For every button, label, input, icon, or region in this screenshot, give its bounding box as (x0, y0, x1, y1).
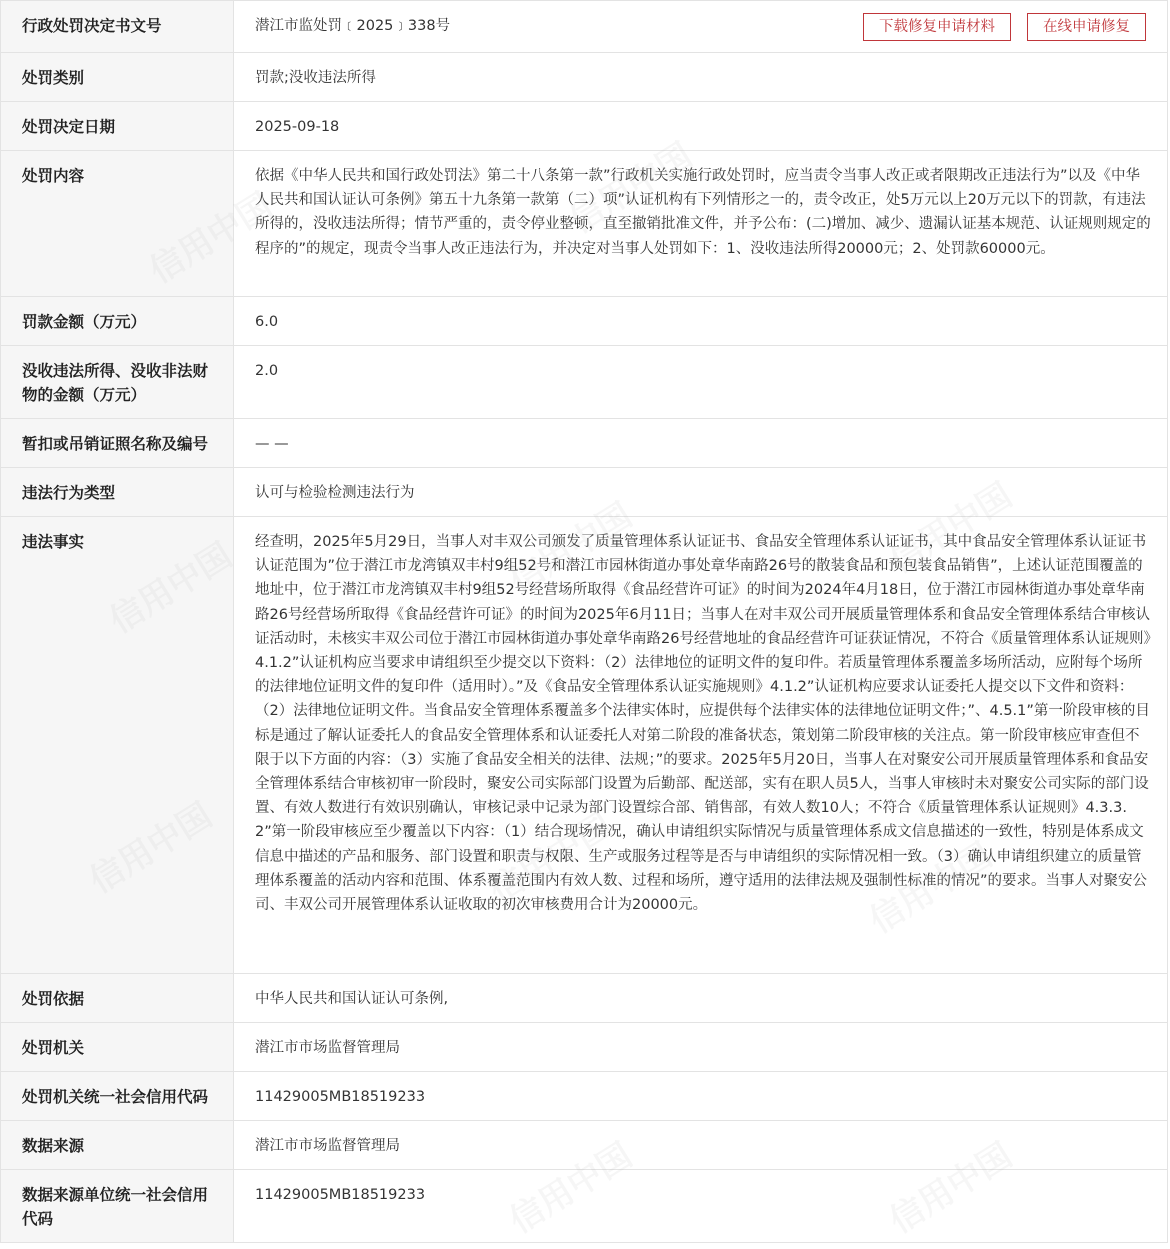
watermark: 信用中国 (482, 805, 620, 912)
row-decision-date (1, 102, 1167, 151)
row-label: 违法行为类型 (1, 468, 234, 516)
row-authority-credit-code (1, 1072, 1167, 1121)
row-value: 6.0 (255, 314, 279, 330)
watermark: 信用中国 (562, 135, 700, 242)
row-value: 潜江市市场监督管理局 (255, 1138, 400, 1154)
row-label: 处罚机关 (1, 1023, 234, 1071)
row-license-suspension (1, 419, 1167, 468)
row-value: 11429005MB18519233 (255, 1187, 426, 1203)
row-label: 处罚决定日期 (1, 102, 234, 150)
row-source-credit-code (1, 1170, 1167, 1243)
row-data-source (1, 1121, 1167, 1170)
row-confiscation-amount (1, 346, 1167, 419)
row-value: 认可与检验检测违法行为 (255, 485, 415, 501)
row-value (234, 1, 1167, 52)
row-penalty-basis (1, 974, 1167, 1023)
row-fine-amount (1, 297, 1167, 346)
watermark: 信用中国 (862, 835, 1000, 942)
action-buttons (863, 13, 1146, 41)
row-penalty-content (1, 151, 1167, 297)
watermark: 信用中国 (882, 475, 1020, 582)
row-label: 处罚机关统一社会信用代码 (1, 1072, 234, 1120)
row-violation-facts (1, 517, 1167, 974)
row-label: 处罚依据 (1, 974, 234, 1022)
row-value: 经查明，2025年5月29日，当事人对丰双公司颁发了质量管理体系认证证书、食品安全管理体系认证证书，其中食品安全管理体系认证证书认证范围为”位于潜江市龙湾镇双丰村9组52号和潜江市园林街道办事处章华南路26号的散装食品和预包装食品销售”，上述认证范围覆盖的地址中，位于潜江市龙湾镇双丰村9组52号经营场所取得《食品经营许可证》的时间为2024年4月18日，位于潜江市园林街道办事处章华南路26号经营场所取得《食品经营许可证》的时间为2025年6月11日；当事人在对丰双公司开展质量管理体系和食品安全管理体系结合审核认证活动时，未核实丰双公司位于潜江市园林街道办事处章华南路26号经营地址的食品经营许可证获证情况，不符合《质量管理体系认证规则》4.1.2”认证机构应当要求申请组织至少提交以下资料：（2）法律地位的证明文件的复印件。若质量管理体系覆盖多场所活动，应附每个场所的法律地位证明文件的复印件（适用时）。”及《食品安全管理体系认证实施规则》4.1.2”认证机构应要求认证委托人提交以下文件和资料：（2）法律地位证明文件。当食品安全管理体系覆盖多个法律实体时，应提供每个法律实体的法律地位证明文件；”、4.5.1”第一阶段审核的目标是通过了解认证委托人的食品安全管理体系和认证委托人对第二阶段的准备状态，策划第二阶段审核的关注点。第一阶段审核应审查但不限于以下方面的内容：（3）实施了食品安全相关的法律、法规；”的要求。2025年5月20日，当事人在对聚安公司开展质量管理体系和食品安全管理体系结合审核初审一阶段时，聚安公司实际部门设置为后勤部、配送部，实有在职人员5人，当事人审核时未对聚安公司实际的部门设置、有效人数进行有效识别确认，审核记录中记录为部门设置综合部、销售部，有效人数10人；不符合《质量管理体系认证规则》4.3.3.2”第一阶段审核应至少覆盖以下内容：（1）结合现场情况，确认申请组织实际情况与质量管理体系成文信息描述的一致性，特别是体系成文信息中描述的产品和服务、部门设置和职责与权限、生产或服务过程等是否与申请组织的实际情况相一致。（3）确认申请组织建立的质量管理体系覆盖的活动内容和范围、体系覆盖范围内有效人数、过程和场所，遵守适用的法律法规及强制性标准的情况”的要求。当事人对聚安公司、丰双公司开展管理体系认证收取的初次审核费用合计为20000元。 (255, 534, 1151, 914)
row-value: 2.0 (255, 363, 279, 379)
row-value: 依据《中华人民共和国行政处罚法》第二十八条第一款”行政机关实施行政处罚时，应当责令当事人改正或者限期改正违法行为”以及《中华人民共和国认证认可条例》第五十九条第一款第（二）项”认证机构有下列情形之一的，责令改正，处5万元以上20万元以下的罚款，有违法所得的，没收违法所得；情节严重的，责令停业整顿，直至撤销批准文件，并予公布：(二)增加、减少、遗漏认证基本规范、认证规则规定的程序的”的规定，现责令当事人改正违法行为，并决定对当事人处罚如下：1、没收违法所得20000元；2、处罚款60000元。 (255, 168, 1151, 257)
row-label: 数据来源 (1, 1121, 234, 1169)
download-repair-materials-button[interactable]: 下载修复申请材料 (863, 13, 1011, 41)
row-label: 处罚内容 (1, 151, 234, 296)
watermark: 信用中国 (502, 1135, 640, 1242)
row-label: 违法事实 (1, 517, 234, 973)
watermark: 信用中国 (882, 1135, 1020, 1242)
row-label: 暂扣或吊销证照名称及编号 (1, 419, 234, 467)
row-violation-type (1, 468, 1167, 517)
row-value: 中华人民共和国认证认可条例, (255, 991, 449, 1007)
row-value: 潜江市市场监督管理局 (255, 1040, 400, 1056)
row-value: 2025-09-18 (255, 119, 340, 135)
row-label: 数据来源单位统一社会信用代码 (1, 1170, 234, 1242)
decision-number: 潜江市监处罚﹝2025﹞338号 (255, 18, 451, 34)
row-decision-number (1, 1, 1167, 53)
row-value: 11429005MB18519233 (255, 1089, 426, 1105)
row-penalty-category (1, 53, 1167, 102)
row-value: 罚款;没收违法所得 (255, 70, 376, 86)
row-label: 行政处罚决定书文号 (1, 1, 234, 52)
row-label: 处罚类别 (1, 53, 234, 101)
watermark: 信用中国 (502, 495, 640, 602)
row-label: 罚款金额（万元） (1, 297, 234, 345)
row-value: — — (255, 436, 289, 452)
row-label: 没收违法所得、没收非法财物的金额（万元） (1, 346, 234, 418)
row-penalty-authority (1, 1023, 1167, 1072)
online-repair-apply-button[interactable]: 在线申请修复 (1027, 13, 1146, 41)
